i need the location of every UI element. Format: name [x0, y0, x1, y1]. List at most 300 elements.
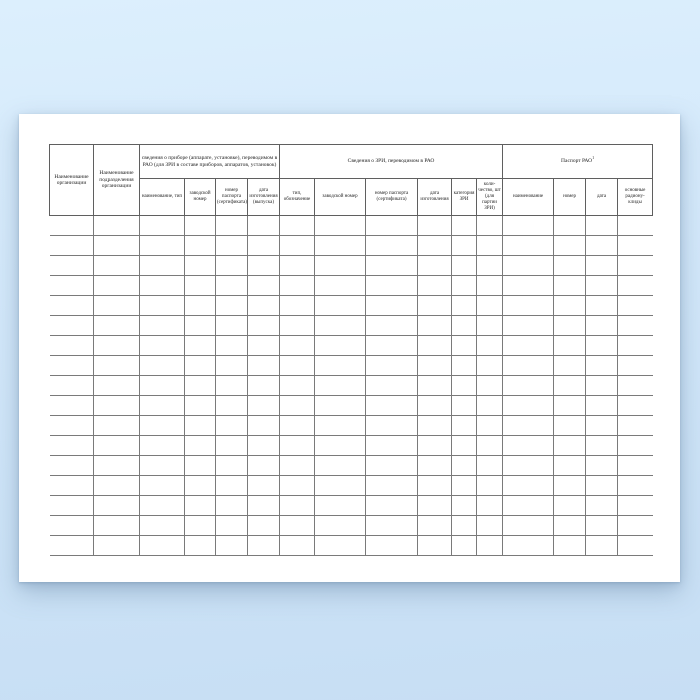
- empty-cell: [418, 536, 452, 556]
- empty-cell: [50, 296, 94, 316]
- empty-cell: [216, 356, 248, 376]
- empty-cell: [366, 296, 418, 316]
- empty-cell: [280, 516, 315, 536]
- empty-cell: [248, 356, 280, 376]
- empty-cell: [418, 216, 452, 236]
- table-row: [50, 316, 653, 336]
- empty-cell: [248, 476, 280, 496]
- empty-cell: [248, 496, 280, 516]
- empty-cell: [248, 536, 280, 556]
- empty-cell: [50, 496, 94, 516]
- empty-cell: [366, 336, 418, 356]
- empty-cell: [366, 496, 418, 516]
- empty-cell: [554, 216, 586, 236]
- empty-cell: [216, 276, 248, 296]
- empty-cell: [50, 436, 94, 456]
- empty-cell: [50, 216, 94, 236]
- empty-cell: [248, 256, 280, 276]
- empty-cell: [216, 416, 248, 436]
- empty-cell: [586, 336, 618, 356]
- table-row: [50, 236, 653, 256]
- empty-cell: [618, 396, 653, 416]
- empty-cell: [586, 316, 618, 336]
- table-row: [50, 396, 653, 416]
- empty-cell: [248, 456, 280, 476]
- empty-cell: [452, 276, 477, 296]
- empty-cell: [586, 536, 618, 556]
- empty-cell: [94, 496, 140, 516]
- empty-cell: [418, 296, 452, 316]
- device-manufacture-date-header: дата изготовления (выпуска): [248, 179, 280, 216]
- empty-cell: [554, 276, 586, 296]
- empty-cell: [503, 316, 554, 336]
- table-row: [50, 496, 653, 516]
- empty-cell: [185, 256, 216, 276]
- table-header: [50, 145, 653, 216]
- empty-cell: [618, 296, 653, 316]
- empty-cell: [477, 496, 503, 516]
- empty-cell: [477, 356, 503, 376]
- empty-cell: [366, 536, 418, 556]
- empty-cell: [315, 376, 366, 396]
- empty-cell: [185, 336, 216, 356]
- empty-cell: [94, 436, 140, 456]
- empty-cell: [50, 516, 94, 536]
- empty-cell: [216, 296, 248, 316]
- empty-cell: [554, 416, 586, 436]
- table-row: [50, 536, 653, 556]
- empty-cell: [185, 436, 216, 456]
- empty-cell: [618, 536, 653, 556]
- empty-cell: [477, 376, 503, 396]
- zri-category-header: категория ЗРИ: [452, 179, 477, 216]
- empty-cell: [140, 296, 185, 316]
- empty-cell: [477, 276, 503, 296]
- empty-cell: [366, 456, 418, 476]
- empty-cell: [477, 236, 503, 256]
- empty-cell: [140, 376, 185, 396]
- empty-cell: [366, 356, 418, 376]
- empty-cell: [452, 236, 477, 256]
- empty-cell: [503, 536, 554, 556]
- empty-cell: [366, 316, 418, 336]
- empty-cell: [503, 436, 554, 456]
- empty-cell: [216, 336, 248, 356]
- empty-cell: [94, 476, 140, 496]
- empty-cell: [280, 416, 315, 436]
- empty-cell: [140, 356, 185, 376]
- empty-cell: [503, 416, 554, 436]
- empty-cell: [94, 296, 140, 316]
- empty-cell: [418, 436, 452, 456]
- table-row: [50, 376, 653, 396]
- empty-cell: [554, 256, 586, 276]
- empty-cell: [94, 456, 140, 476]
- empty-cell: [586, 276, 618, 296]
- empty-cell: [586, 516, 618, 536]
- empty-cell: [554, 496, 586, 516]
- empty-cell: [452, 416, 477, 436]
- empty-cell: [248, 376, 280, 396]
- empty-cell: [50, 336, 94, 356]
- empty-cell: [315, 456, 366, 476]
- empty-cell: [366, 476, 418, 496]
- empty-cell: [315, 416, 366, 436]
- header-sub-row: [50, 179, 653, 216]
- empty-cell: [418, 316, 452, 336]
- empty-cell: [140, 336, 185, 356]
- empty-cell: [140, 456, 185, 476]
- empty-cell: [418, 416, 452, 436]
- passport-group-header: [503, 145, 653, 179]
- empty-cell: [280, 396, 315, 416]
- empty-cell: [50, 476, 94, 496]
- empty-cell: [315, 476, 366, 496]
- empty-cell: [503, 496, 554, 516]
- empty-cell: [554, 456, 586, 476]
- empty-cell: [185, 476, 216, 496]
- empty-cell: [452, 376, 477, 396]
- empty-cell: [586, 236, 618, 256]
- empty-cell: [185, 416, 216, 436]
- empty-cell: [280, 336, 315, 356]
- empty-cell: [554, 476, 586, 496]
- empty-cell: [503, 276, 554, 296]
- empty-cell: [554, 396, 586, 416]
- empty-cell: [418, 256, 452, 276]
- empty-cell: [216, 316, 248, 336]
- empty-cell: [248, 516, 280, 536]
- empty-cell: [366, 436, 418, 456]
- empty-cell: [618, 236, 653, 256]
- empty-cell: [503, 336, 554, 356]
- empty-cell: [280, 436, 315, 456]
- empty-cell: [418, 476, 452, 496]
- empty-cell: [618, 456, 653, 476]
- empty-cell: [280, 296, 315, 316]
- empty-cell: [216, 216, 248, 236]
- empty-cell: [185, 456, 216, 476]
- empty-cell: [140, 416, 185, 436]
- empty-cell: [280, 316, 315, 336]
- empty-cell: [185, 236, 216, 256]
- device-serial-header: заводской номер: [185, 179, 216, 216]
- empty-cell: [140, 536, 185, 556]
- empty-cell: [586, 396, 618, 416]
- empty-cell: [452, 356, 477, 376]
- empty-cell: [366, 516, 418, 536]
- empty-cell: [477, 216, 503, 236]
- empty-cell: [140, 476, 185, 496]
- table-row: [50, 216, 653, 236]
- empty-cell: [586, 416, 618, 436]
- empty-cell: [140, 316, 185, 336]
- empty-cell: [140, 216, 185, 236]
- empty-cell: [586, 436, 618, 456]
- empty-cell: [503, 296, 554, 316]
- passport-date-header: дата: [586, 179, 618, 216]
- empty-cell: [503, 216, 554, 236]
- empty-cell: [94, 276, 140, 296]
- table-row: [50, 296, 653, 316]
- device-passport-number-header: номер паспорта (сертификата): [216, 179, 248, 216]
- empty-cell: [280, 356, 315, 376]
- empty-cell: [280, 236, 315, 256]
- table-row: [50, 436, 653, 456]
- device-group-header: сведения о приборе (аппарате, установке), переводимом в РАО (для ЗРИ в составе приборов, аппаратов, установок): [140, 145, 280, 179]
- empty-cell: [140, 236, 185, 256]
- empty-cell: [315, 276, 366, 296]
- empty-cell: [554, 296, 586, 316]
- empty-cell: [216, 476, 248, 496]
- empty-cell: [452, 316, 477, 336]
- empty-cell: [94, 336, 140, 356]
- passport-radionuclides-header: основные радиону-клиды: [618, 179, 653, 216]
- empty-cell: [477, 476, 503, 496]
- empty-cell: [50, 236, 94, 256]
- empty-cell: [477, 336, 503, 356]
- empty-cell: [50, 316, 94, 336]
- empty-cell: [586, 216, 618, 236]
- empty-cell: [185, 296, 216, 316]
- empty-cell: [418, 356, 452, 376]
- empty-cell: [216, 496, 248, 516]
- empty-cell: [366, 216, 418, 236]
- empty-cell: [554, 336, 586, 356]
- empty-cell: [280, 276, 315, 296]
- empty-cell: [586, 376, 618, 396]
- zri-type-header: тип, обозначение: [280, 179, 315, 216]
- table-row: [50, 416, 653, 436]
- empty-cell: [94, 416, 140, 436]
- zri-group-header: Сведения о ЗРИ, переводимом в РАО: [280, 145, 503, 179]
- division-column-header: Наименование подразделения организации: [94, 145, 140, 216]
- empty-cell: [618, 516, 653, 536]
- empty-cell: [618, 496, 653, 516]
- empty-cell: [503, 396, 554, 416]
- device-name-type-header: наименование, тип: [140, 179, 185, 216]
- zri-manufacture-date-header: дата изготовления: [418, 179, 452, 216]
- empty-cell: [418, 516, 452, 536]
- empty-cell: [477, 256, 503, 276]
- empty-cell: [477, 396, 503, 416]
- empty-cell: [94, 536, 140, 556]
- empty-cell: [216, 236, 248, 256]
- empty-cell: [503, 476, 554, 496]
- empty-cell: [586, 356, 618, 376]
- empty-cell: [94, 376, 140, 396]
- empty-cell: [140, 256, 185, 276]
- empty-cell: [216, 516, 248, 536]
- empty-cell: [94, 256, 140, 276]
- empty-cell: [185, 316, 216, 336]
- empty-cell: [452, 476, 477, 496]
- empty-cell: [366, 276, 418, 296]
- empty-cell: [554, 436, 586, 456]
- empty-cell: [554, 316, 586, 336]
- footnote-marker: 1: [592, 155, 595, 161]
- empty-cell: [216, 256, 248, 276]
- empty-cell: [586, 476, 618, 496]
- empty-cell: [503, 256, 554, 276]
- table-row: [50, 456, 653, 476]
- header-group-row: [50, 145, 653, 179]
- table-row: [50, 336, 653, 356]
- empty-cell: [477, 456, 503, 476]
- empty-cell: [366, 416, 418, 436]
- empty-cell: [586, 496, 618, 516]
- empty-cell: [477, 516, 503, 536]
- empty-cell: [315, 316, 366, 336]
- empty-cell: [452, 256, 477, 276]
- empty-cell: [248, 296, 280, 316]
- passport-group-label: Паспорт РАО: [561, 158, 593, 165]
- empty-cell: [315, 356, 366, 376]
- empty-cell: [185, 376, 216, 396]
- empty-cell: [248, 336, 280, 356]
- empty-cell: [94, 216, 140, 236]
- empty-cell: [618, 476, 653, 496]
- empty-cell: [366, 236, 418, 256]
- empty-cell: [248, 276, 280, 296]
- empty-cell: [140, 496, 185, 516]
- empty-cell: [185, 216, 216, 236]
- empty-cell: [618, 216, 653, 236]
- empty-cell: [452, 216, 477, 236]
- empty-cell: [280, 456, 315, 476]
- empty-cell: [315, 516, 366, 536]
- empty-cell: [618, 356, 653, 376]
- empty-cell: [50, 536, 94, 556]
- empty-cell: [248, 316, 280, 336]
- empty-cell: [315, 536, 366, 556]
- org-column-header: Наименование организации: [50, 145, 94, 216]
- empty-cell: [185, 516, 216, 536]
- empty-cell: [586, 256, 618, 276]
- empty-cell: [216, 376, 248, 396]
- empty-cell: [618, 436, 653, 456]
- empty-cell: [50, 256, 94, 276]
- empty-cell: [366, 376, 418, 396]
- empty-cell: [216, 456, 248, 476]
- empty-cell: [50, 456, 94, 476]
- empty-cell: [477, 316, 503, 336]
- empty-cell: [216, 536, 248, 556]
- empty-cell: [315, 256, 366, 276]
- empty-cell: [452, 296, 477, 316]
- table-row: [50, 276, 653, 296]
- empty-cell: [452, 436, 477, 456]
- empty-cell: [315, 216, 366, 236]
- empty-cell: [185, 396, 216, 416]
- empty-cell: [477, 296, 503, 316]
- empty-cell: [618, 316, 653, 336]
- empty-cell: [94, 236, 140, 256]
- table-body: [50, 216, 653, 556]
- empty-cell: [280, 376, 315, 396]
- empty-cell: [248, 216, 280, 236]
- empty-cell: [315, 496, 366, 516]
- empty-cell: [452, 396, 477, 416]
- empty-cell: [216, 396, 248, 416]
- passport-name-header: наименование: [503, 179, 554, 216]
- empty-cell: [503, 516, 554, 536]
- empty-cell: [618, 416, 653, 436]
- empty-cell: [477, 416, 503, 436]
- empty-cell: [554, 536, 586, 556]
- table-row: [50, 476, 653, 496]
- table-row: [50, 516, 653, 536]
- empty-cell: [216, 436, 248, 456]
- empty-cell: [554, 516, 586, 536]
- empty-cell: [280, 536, 315, 556]
- empty-cell: [94, 316, 140, 336]
- empty-cell: [140, 396, 185, 416]
- empty-cell: [618, 276, 653, 296]
- empty-cell: [452, 516, 477, 536]
- empty-cell: [418, 496, 452, 516]
- zri-quantity-header: коли-чество, шт (для партии ЗРИ): [477, 179, 503, 216]
- empty-cell: [248, 436, 280, 456]
- empty-cell: [503, 356, 554, 376]
- zri-serial-header: заводской номер: [315, 179, 366, 216]
- empty-cell: [50, 376, 94, 396]
- empty-cell: [366, 396, 418, 416]
- empty-cell: [185, 356, 216, 376]
- empty-cell: [418, 276, 452, 296]
- empty-cell: [315, 236, 366, 256]
- empty-cell: [185, 536, 216, 556]
- zri-passport-number-header: номер паспорта (сертификата): [366, 179, 418, 216]
- empty-cell: [50, 416, 94, 436]
- passport-number-header: номер: [554, 179, 586, 216]
- empty-cell: [503, 376, 554, 396]
- empty-cell: [366, 256, 418, 276]
- empty-cell: [554, 376, 586, 396]
- empty-cell: [248, 396, 280, 416]
- empty-cell: [315, 336, 366, 356]
- empty-cell: [452, 536, 477, 556]
- empty-cell: [140, 276, 185, 296]
- empty-cell: [94, 396, 140, 416]
- empty-cell: [248, 416, 280, 436]
- empty-cell: [50, 396, 94, 416]
- empty-cell: [50, 356, 94, 376]
- empty-cell: [418, 456, 452, 476]
- empty-cell: [185, 276, 216, 296]
- empty-cell: [94, 356, 140, 376]
- empty-cell: [586, 296, 618, 316]
- table-row: [50, 356, 653, 376]
- empty-cell: [554, 236, 586, 256]
- empty-cell: [280, 476, 315, 496]
- empty-cell: [503, 456, 554, 476]
- table-row: [50, 256, 653, 276]
- empty-cell: [50, 276, 94, 296]
- empty-cell: [94, 516, 140, 536]
- empty-cell: [452, 456, 477, 476]
- empty-cell: [618, 376, 653, 396]
- empty-cell: [185, 496, 216, 516]
- empty-cell: [452, 496, 477, 516]
- empty-cell: [418, 396, 452, 416]
- empty-cell: [140, 436, 185, 456]
- empty-cell: [618, 256, 653, 276]
- empty-cell: [418, 336, 452, 356]
- empty-cell: [418, 236, 452, 256]
- empty-cell: [554, 356, 586, 376]
- empty-cell: [315, 396, 366, 416]
